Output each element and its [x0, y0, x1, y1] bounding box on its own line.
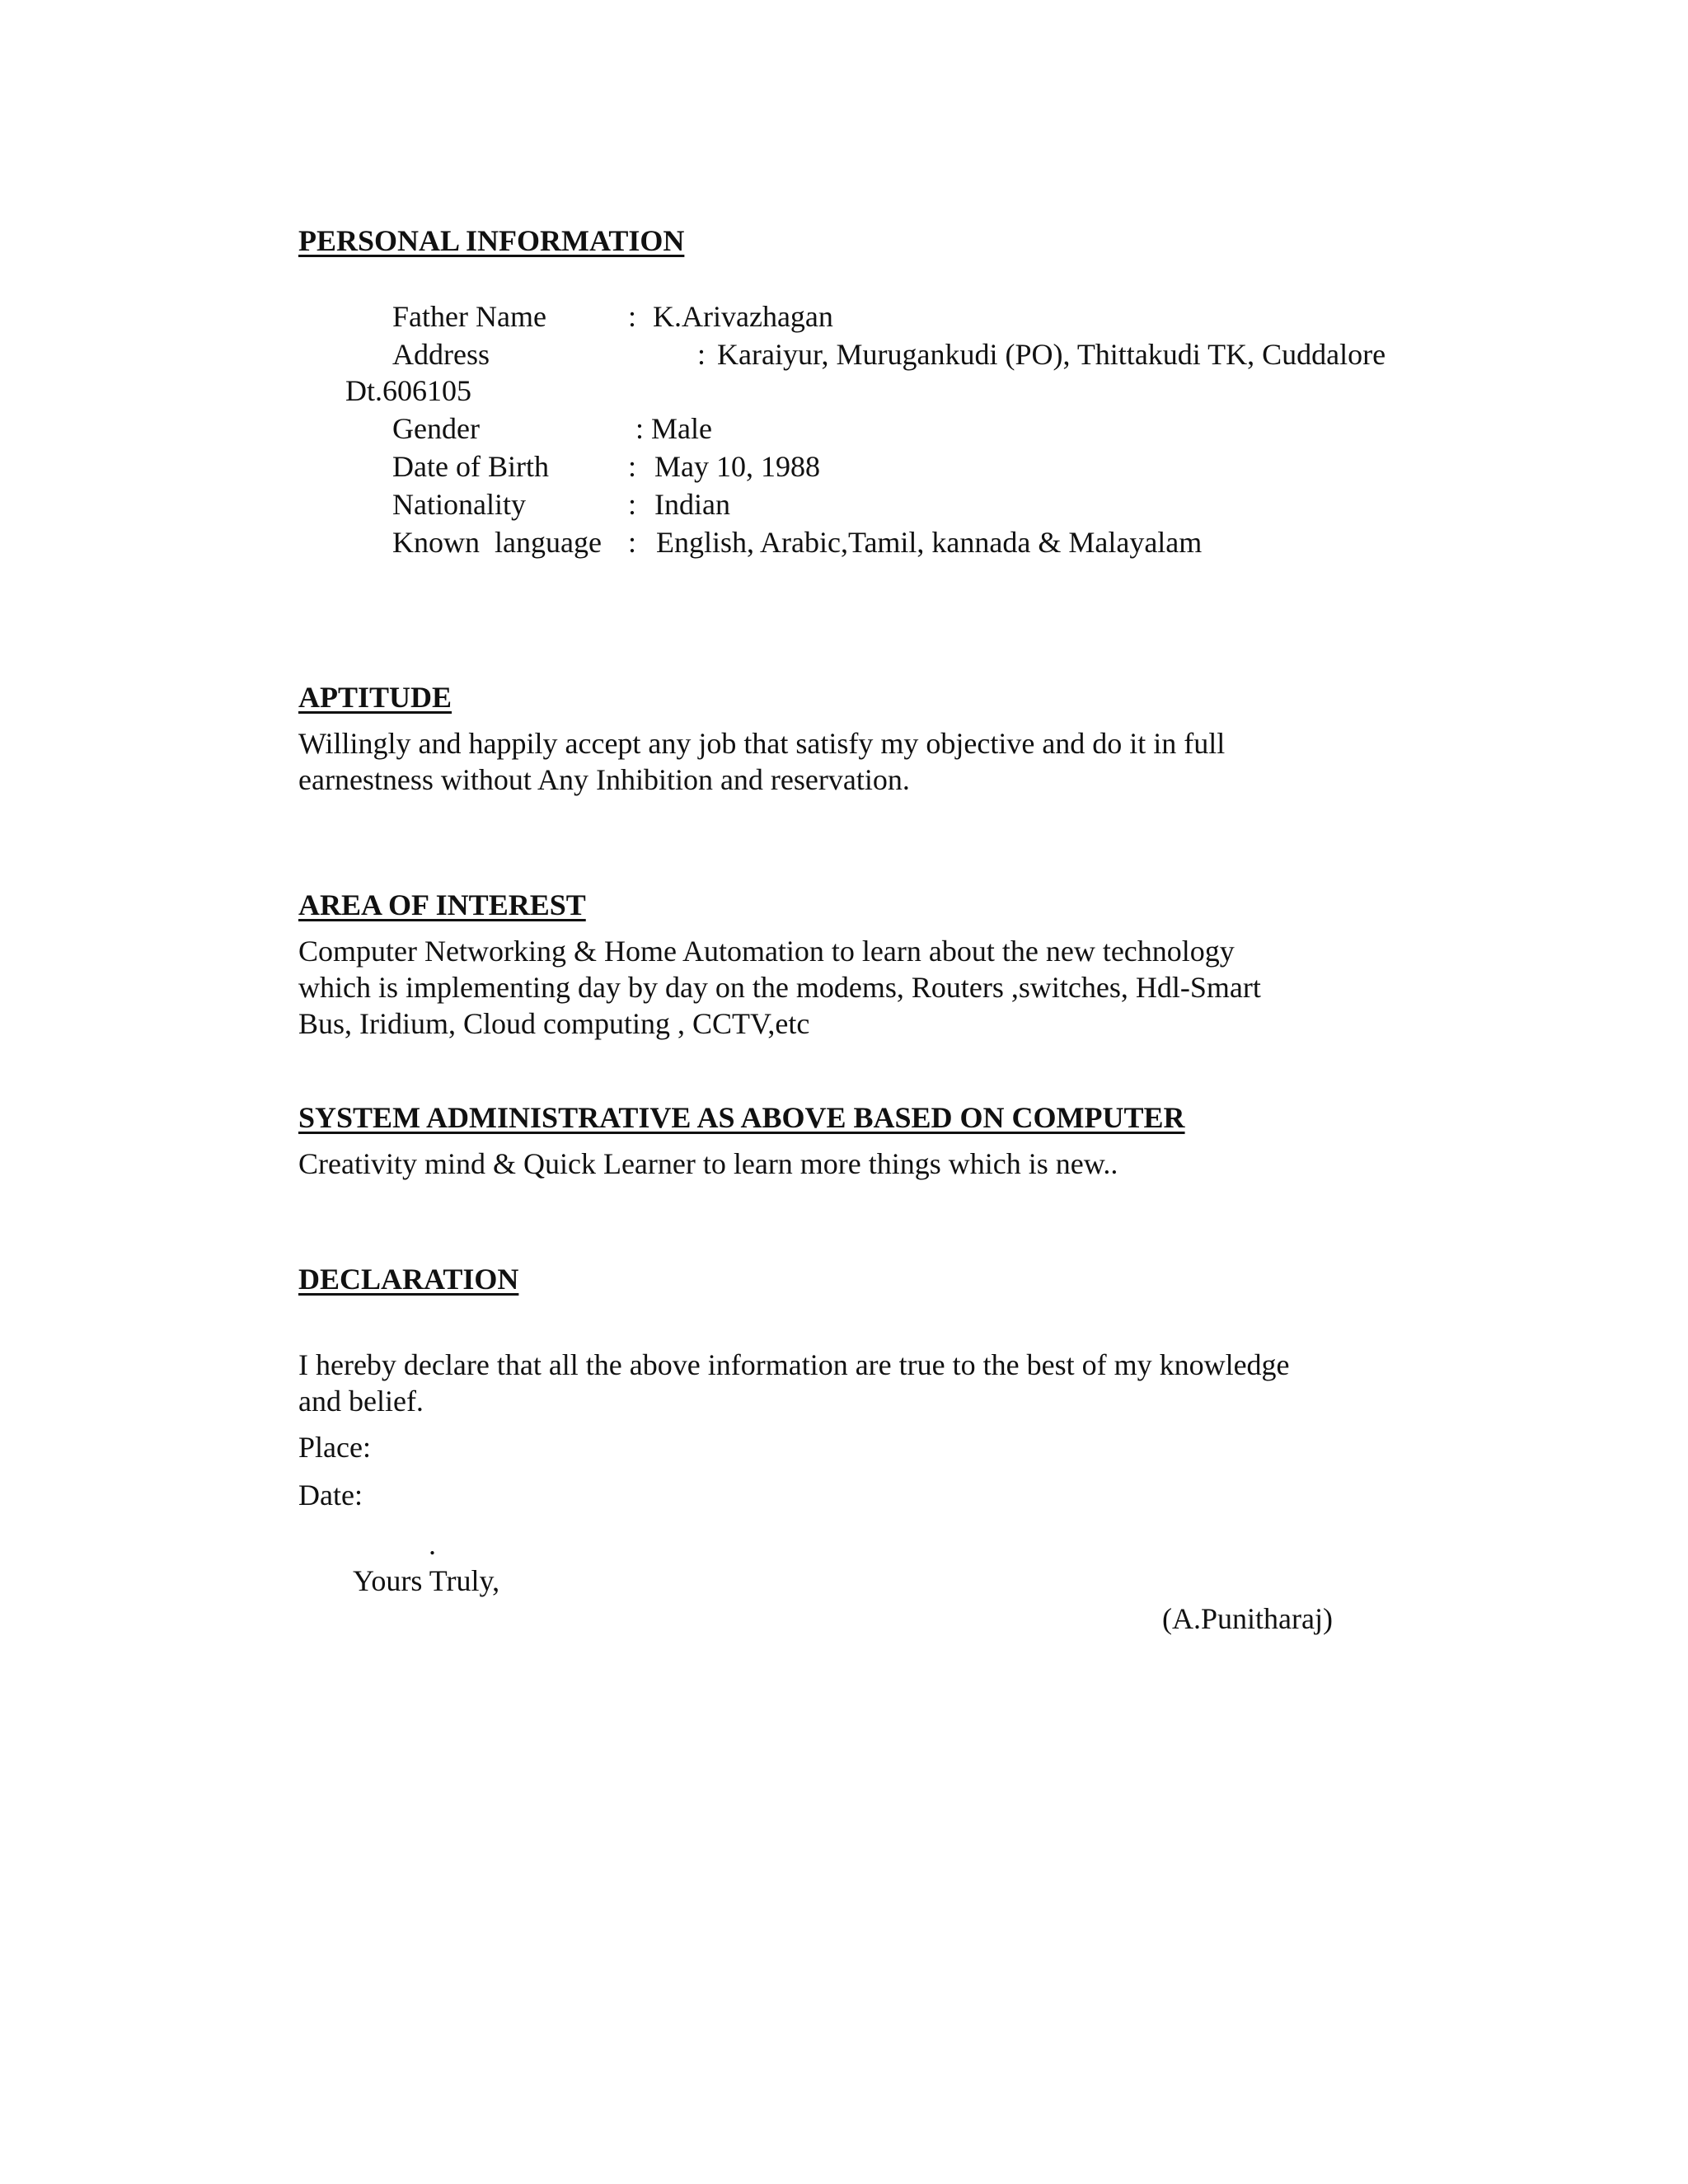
date-of-birth-value: May 10, 1988	[654, 450, 820, 483]
system-admin-line: Creativity mind & Quick Learner to learn more things which is new..	[298, 1147, 1118, 1180]
declaration-line: and belief.	[298, 1385, 424, 1418]
father-name-separator: :	[628, 300, 637, 333]
address-label: Address	[392, 338, 490, 371]
system-admin-heading: SYSTEM ADMINISTRATIVE AS ABOVE BASED ON COMPUTER	[298, 1101, 1185, 1134]
area-of-interest-line: Bus, Iridium, Cloud computing , CCTV,etc	[298, 1007, 810, 1040]
declaration-heading: DECLARATION	[298, 1263, 519, 1296]
date-of-birth-separator: :	[628, 450, 637, 483]
aptitude-heading: APTITUDE	[298, 681, 452, 714]
aptitude-line: earnestness without Any Inhibition and reservation.	[298, 763, 910, 796]
aptitude-line: Willingly and happily accept any job that satisfy my objective and do it in full	[298, 727, 1226, 760]
address-continuation: Dt.606105	[345, 374, 471, 407]
nationality-label: Nationality	[392, 488, 526, 521]
area-of-interest-heading: AREA OF INTEREST	[298, 888, 586, 921]
declaration-line: I hereby declare that all the above information are true to the best of my knowledge	[298, 1348, 1290, 1381]
nationality-value: Indian	[654, 488, 730, 521]
address-separator: :	[697, 338, 706, 371]
area-of-interest-line: which is implementing day by day on the modems, Routers ,switches, Hdl-Smart	[298, 971, 1261, 1004]
address-value: Karaiyur, Murugankudi (PO), Thittakudi TK, Cuddalore	[717, 338, 1386, 371]
gender-value: Male	[651, 412, 712, 445]
closing-text: Yours Truly,	[353, 1564, 500, 1597]
nationality-separator: :	[628, 488, 637, 521]
gender-separator: :	[635, 412, 645, 445]
place-label: Place:	[298, 1431, 371, 1464]
known-language-value: English, Arabic,Tamil, kannada & Malayalam	[656, 526, 1203, 559]
stray-dot: .	[429, 1528, 436, 1561]
father-name-label: Father Name	[392, 300, 546, 333]
gender-label: Gender	[392, 412, 480, 445]
personal-information-heading: PERSONAL INFORMATION	[298, 224, 685, 257]
area-of-interest-line: Computer Networking & Home Automation to learn about the new technology	[298, 935, 1235, 968]
known-language-label: Known language	[392, 526, 602, 559]
known-language-separator: :	[628, 526, 637, 559]
date-label: Date:	[298, 1479, 363, 1511]
signature-name: (A.Punitharaj)	[1162, 1602, 1333, 1635]
date-of-birth-label: Date of Birth	[392, 450, 549, 483]
father-name-value: K.Arivazhagan	[653, 300, 833, 333]
